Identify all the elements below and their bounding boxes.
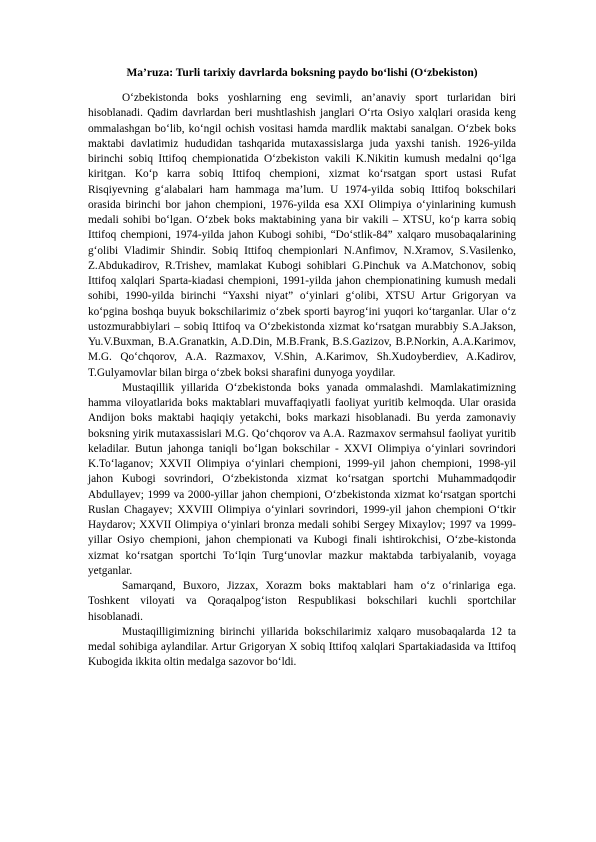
paragraph-regional-schools: Samarqand, Buxoro, Jizzax, Xorazm boks maktablari ham o‘z o‘rinlariga ega. Toshkent viloyati va Qoraqalpog‘iston Respublikasi bokschilari kuchli sportchilar hisoblanadi.	[88, 580, 516, 623]
document-page	[88, 66, 516, 671]
document-title: Ma’ruza: Turli tarixiy davrlarda boksning paydo bo‘lishi (O‘zbekiston)	[126, 67, 478, 79]
paragraph-independence: Mustaqillik yillarida O‘zbekistonda boks yanada ommalashdi. Mamlakatimizning hamma viloyatlarida boks maktablari muvaffaqiyatli faoliyat yuritib kelmoqda. Ular orasida Andijon boks maktabi haqiqiy yetakchi, boks markazi hisoblanadi. Bu yerda zamonaviy boksning yirik mutaxassislari M.G. Qo‘chqorov va A.A. Razmaxov sermahsul faoliyat yuritib keladilar. Butun jahonga taniqli bo‘lgan bokschilar - XXVI Olimpiya o‘yinlari sovrindori K.To‘laganov; XXVII Olimpiya o‘yinlari chempioni, 1999-yil jahon chempioni, 1998-yil jahon Kubogi sovrindori, O‘zbekistonda xizmat ko‘rsatgan sportchi Muhammadqodir Abdullayev; 1999 va 2000-yillar jahon chempioni, O‘zbekistonda xizmat ko‘rsatgan sportchi Ruslan Chagayev; XXVIII Olimpiya o‘yinlari sovrindori, 1999-yil jahon chempioni O‘tkir Haydarov; XXVII Olimpiya o‘yinlari bronza medali sohibi Sergey Mixaylov; 1997 va 1999-yillar Osiyo chempioni, jahon chempionati va Kubogi finali ishtirokchisi, O‘zbe-kistonda xizmat ko‘rsatgan sportchi To‘lqin Turg‘unovlar mazkur maktabda tarbiyalanib, voyaga yetganlar.	[88, 381, 516, 577]
paragraph-medals: Mustaqilligimizning birinchi yillarida bokschilarimiz xalqaro musobaqalarda 12 ta medal sohibiga aylandilar. Artur Grigoryan X sobiq Ittifoq xalqlari Spartakiadasida va Ittifoq Kubogida ikkita oltin medalga sazovor bo‘ldi.	[88, 625, 516, 669]
paragraph-history: O‘zbekistonda boks yoshlarning eng sevimli, an’anaviy sport turlaridan biri hisoblanadi. Qadim davrlardan beri mushtlashish janglari O‘rta Osiyo xalqlari orasida keng ommalashgan bo‘lib, ko‘ngil ochish vositasi hamda mardlik maktabi sanalgan. O‘zbek boks maktabi davlatimiz hududidan tashqarida mutaxassislarga juda yaxshi tanish. 1926-yilda birinchi sobiq Ittifoq chempionatida O‘zbekiston vakili K.Nikitin kumush medalni qo‘lga kiritgan. Ko‘p karra sobiq Ittifoq chempioni, xizmat ko‘rsatgan sport ustasi Rufat Risqiyevning g‘alabalari ham hammaga ma’lum. U 1974-yilda sobiq Ittifoq bokschilari orasida birinchi bor jahon chempioni, 1976-yilda esa XXI Olimpiya o‘yinlarining kumush medali sohibi bo‘lgan. O‘zbek boks maktabining yana bir vakili – XTSU, ko‘p karra sobiq Ittifoq chempioni, 1974-yilda jahon Kubogi sohibi, “Do‘stlik-84” xalqaro musobaqalarining g‘olibi Vladimir Shindir. Sobiq Ittifoq chempionlari N.Anfimov, N.Xramov, S.Vasilenko, Z.Abdukadirov, R.Trishev, mamlakat Kubogi sohiblari G.Pinchuk va A.Matchonov, sobiq Ittifoq xalqlari Sparta-kiadasi chempioni, 1991-yilda jahon chempionatining kumush medali sohibi, 1990-yilda birinchi “Yaxshi niyat” o‘yinlari g‘olibi, XTSU Artur Grigoryan va ko‘pgina boshqa buyuk bokschilarimiz o‘zbek sporti bayrog‘ini yuqori ko‘targanlar. Ular o‘z ustozmurabbiylari – sobiq Ittifoq va O‘zbekistonda xizmat ko‘rsatgan murabbiy S.A.Jakson, Yu.V.Buxman, B.A.Granatkin, A.D.Din, M.B.Frank, B.S.Gazizov, B.P.Norkin, A.A.Karimov, M.G. Qo‘chqorov, A.A. Razmaxov, V.Shin, A.Karimov, Sh.Xudoyberdiev, A.Kadirov, T.Gulyamovlar bilan birga o‘zbek boksi sharafini dunyoga yoydilar.	[88, 92, 516, 379]
